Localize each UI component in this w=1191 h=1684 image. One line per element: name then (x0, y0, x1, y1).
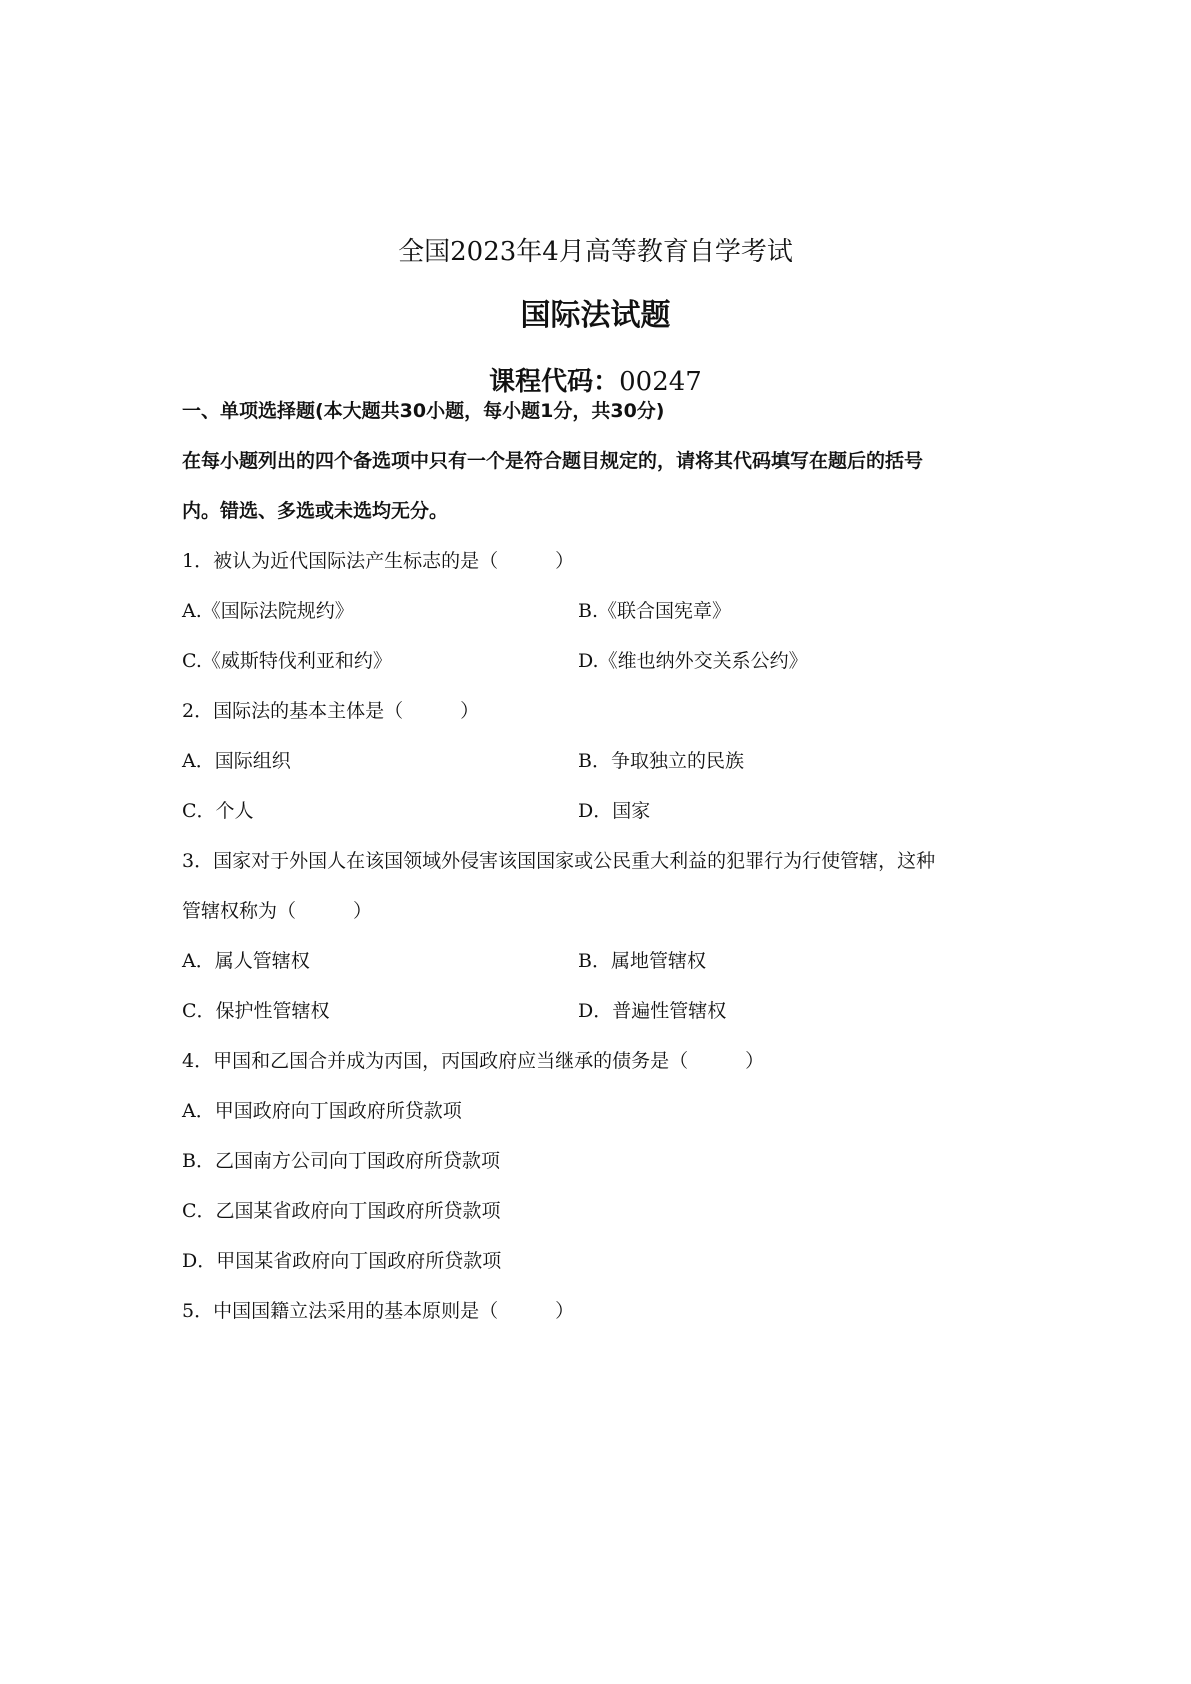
question-4-option-a: A．甲国政府向丁国政府所贷款项 (182, 1100, 462, 1122)
section-instruction-line2: 内。错选、多选或未选均无分。 (182, 500, 449, 522)
question-1-stem: 1．被认为近代国际法产生标志的是（ ） (182, 550, 575, 572)
question-4-option-d: D．甲国某省政府向丁国政府所贷款项 (182, 1250, 502, 1272)
question-3-option-d: D．普遍性管辖权 (578, 1000, 727, 1022)
question-4-option-b: B．乙国南方公司向丁国政府所贷款项 (182, 1150, 500, 1172)
question-3-stem-line1: 3．国家对于外国人在该国领域外侵害该国国家或公民重大利益的犯罪行为行使管辖，这种 (182, 850, 936, 872)
question-2-option-d: D．国家 (578, 800, 651, 822)
question-1-option-b: B.《联合国宪章》 (578, 600, 732, 622)
question-1-option-c: C.《威斯特伐利亚和约》 (182, 650, 392, 672)
course-code-label: 课程代码： (489, 367, 620, 397)
subject-title: 国际法试题 (520, 298, 671, 333)
question-2-option-c: C．个人 (182, 800, 254, 822)
question-2-stem: 2．国际法的基本主体是（ ） (182, 700, 480, 722)
question-3-option-c: C．保护性管辖权 (182, 1000, 330, 1022)
question-1-option-d: D.《维也纳外交关系公约》 (578, 650, 808, 672)
question-2-option-b: B．争取独立的民族 (578, 750, 744, 772)
question-4-stem: 4．甲国和乙国合并成为丙国，丙国政府应当继承的债务是（ ） (182, 1050, 765, 1072)
exam-title: 全国2023年4月高等教育自学考试 (398, 237, 793, 267)
question-4-option-c: C．乙国某省政府向丁国政府所贷款项 (182, 1200, 501, 1222)
course-code-value: 00247 (619, 367, 702, 397)
question-3-stem-line2: 管辖权称为（ ） (182, 900, 373, 922)
section-instruction-line1: 在每小题列出的四个备选项中只有一个是符合题目规定的，请将其代码填写在题后的括号 (182, 450, 924, 472)
question-3-option-a: A．属人管辖权 (182, 950, 310, 972)
question-1-option-a: A.《国际法院规约》 (182, 600, 354, 622)
question-3-option-b: B．属地管辖权 (578, 950, 706, 972)
section-heading: 一、单项选择题(本大题共30小题，每小题1分，共30分) (182, 400, 665, 422)
question-2-option-a: A．国际组织 (182, 750, 291, 772)
question-5-stem: 5．中国国籍立法采用的基本原则是（ ） (182, 1300, 575, 1322)
